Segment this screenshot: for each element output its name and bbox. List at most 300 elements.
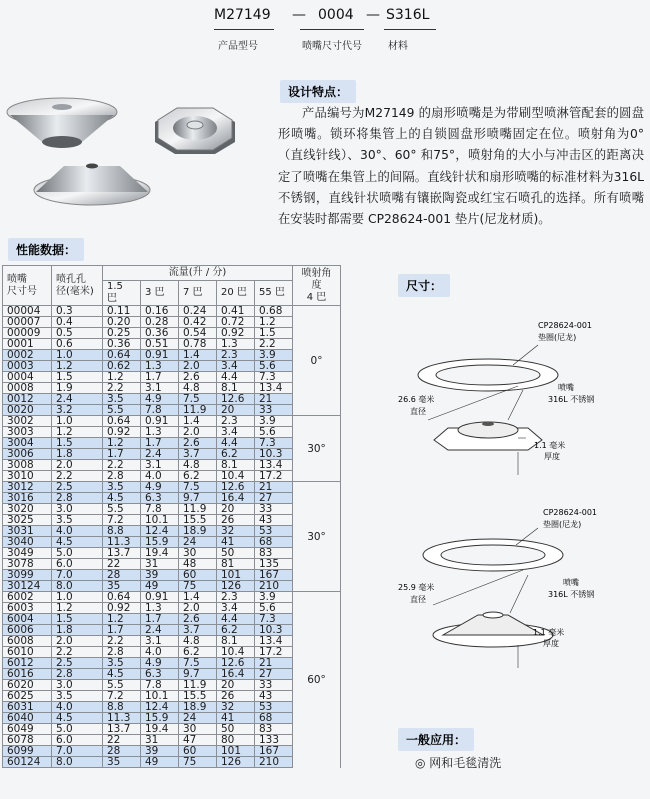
nozzle-photo-1: [7, 98, 117, 148]
orifice-cell: 3.5: [52, 691, 103, 702]
size-cell: 3016: [3, 493, 52, 504]
table-row: [3, 394, 341, 405]
table-row: [3, 559, 341, 570]
flow-cell: 39: [141, 570, 179, 581]
table-row: [3, 427, 341, 438]
size-cell: 60124: [3, 757, 52, 768]
flow-cell: 11.9: [179, 504, 217, 515]
flow-cell: 24: [179, 537, 217, 548]
table-row: [3, 526, 341, 537]
size-cell: 6078: [3, 735, 52, 746]
col-orifice-header: 喷孔孔 径(毫米): [52, 266, 103, 306]
application-heading: 一般应用：: [398, 728, 474, 751]
flow-cell: 3.9: [255, 592, 293, 603]
size-cell: 0002: [3, 350, 52, 361]
table-row: [3, 482, 341, 493]
flow-cell: 27: [255, 669, 293, 680]
flow-cell: 60: [179, 746, 217, 757]
flow-cell: 1.2: [103, 614, 141, 625]
flow-cell: 11.3: [103, 537, 141, 548]
flow-cell: 1.2: [255, 317, 293, 328]
pressure-header: 7 巴: [179, 281, 217, 306]
orifice-cell: 3.2: [52, 405, 103, 416]
flow-cell: 3.5: [103, 394, 141, 405]
flow-cell: 75: [179, 757, 217, 768]
flow-cell: 0.20: [103, 317, 141, 328]
orifice-cell: 1.2: [52, 361, 103, 372]
flow-cell: 10.3: [255, 449, 293, 460]
flow-cell: 1.5: [255, 328, 293, 339]
flow-cell: 22: [103, 735, 141, 746]
flow-cell: 2.0: [179, 603, 217, 614]
flow-cell: 12.6: [217, 658, 255, 669]
dash-1: —: [292, 7, 306, 23]
flow-cell: 0.92: [217, 328, 255, 339]
flow-cell: 3.1: [141, 460, 179, 471]
bottom-thickness-value: 1.1 毫米: [533, 628, 565, 637]
flow-cell: 13.7: [103, 548, 141, 559]
orifice-cell: 1.8: [52, 449, 103, 460]
flow-cell: 30: [179, 548, 217, 559]
orifice-cell: 4.5: [52, 713, 103, 724]
orifice-cell: 4.5: [52, 537, 103, 548]
flow-cell: 21: [255, 482, 293, 493]
flow-cell: 0.36: [141, 328, 179, 339]
orifice-cell: 2.2: [52, 471, 103, 482]
flow-cell: 4.8: [179, 460, 217, 471]
col-angle-header: 喷射角度 4 巴: [293, 266, 341, 306]
flow-cell: 3.5: [103, 658, 141, 669]
flow-cell: 13.4: [255, 460, 293, 471]
orifice-cell: 1.0: [52, 416, 103, 427]
table-row: [3, 471, 341, 482]
flow-cell: 4.9: [141, 658, 179, 669]
flow-cell: 210: [255, 757, 293, 768]
flow-cell: 15.9: [141, 537, 179, 548]
flow-cell: 2.6: [179, 438, 217, 449]
flow-cell: 31: [141, 559, 179, 570]
flow-cell: 21: [255, 658, 293, 669]
size-cell: 3078: [3, 559, 52, 570]
flow-cell: 8.8: [103, 526, 141, 537]
flow-cell: 3.7: [179, 625, 217, 636]
flow-cell: 5.6: [255, 427, 293, 438]
flow-cell: 50: [217, 548, 255, 559]
flow-cell: 11.3: [103, 713, 141, 724]
flow-cell: 1.3: [141, 603, 179, 614]
top-gasket-code: CP28624-001: [538, 321, 593, 330]
size-cell: 30124: [3, 581, 52, 592]
flow-cell: 167: [255, 746, 293, 757]
flow-cell: 41: [217, 537, 255, 548]
flow-cell: 35: [103, 581, 141, 592]
assembly-diagram-1: [418, 345, 558, 475]
flow-cell: 8.1: [217, 460, 255, 471]
orifice-cell: 6.0: [52, 559, 103, 570]
top-thickness-value: 1.1 毫米: [534, 441, 566, 450]
pressure-header: 1.5 巴: [103, 281, 141, 306]
flow-cell: 17.2: [255, 471, 293, 482]
assembly-diagram-2: [423, 528, 563, 668]
size-cell: 3040: [3, 537, 52, 548]
flow-cell: 2.3: [217, 416, 255, 427]
orifice-cell: 2.2: [52, 647, 103, 658]
flow-cell: 2.2: [103, 636, 141, 647]
table-row: [3, 460, 341, 471]
flow-cell: 4.9: [141, 394, 179, 405]
flow-cell: 16.4: [217, 493, 255, 504]
flow-cell: 53: [255, 702, 293, 713]
pressure-header: 20 巴: [217, 281, 255, 306]
flow-cell: 15.5: [179, 515, 217, 526]
flow-cell: 48: [179, 559, 217, 570]
flow-cell: 75: [179, 581, 217, 592]
flow-cell: 3.1: [141, 636, 179, 647]
flow-cell: 4.9: [141, 482, 179, 493]
size-cell: 6016: [3, 669, 52, 680]
flow-cell: 10.3: [255, 625, 293, 636]
flow-cell: 3.4: [217, 603, 255, 614]
flow-cell: 15.9: [141, 713, 179, 724]
flow-cell: 19.4: [141, 548, 179, 559]
flow-cell: 20: [217, 680, 255, 691]
flow-cell: 7.2: [103, 691, 141, 702]
flow-cell: 22: [103, 559, 141, 570]
flow-cell: 68: [255, 713, 293, 724]
flow-cell: 0.42: [179, 317, 217, 328]
flow-cell: 13.4: [255, 636, 293, 647]
flow-cell: 80: [217, 735, 255, 746]
flow-cell: 83: [255, 724, 293, 735]
flow-cell: 12.4: [141, 526, 179, 537]
flow-cell: 8.1: [217, 636, 255, 647]
orifice-cell: 0.3: [52, 306, 103, 317]
flow-cell: 6.2: [179, 471, 217, 482]
flow-cell: 33: [255, 680, 293, 691]
flow-cell: 3.9: [255, 416, 293, 427]
flow-cell: 4.4: [217, 372, 255, 383]
flow-cell: 20: [217, 405, 255, 416]
flow-cell: 1.7: [141, 614, 179, 625]
material-code-underline: [384, 29, 436, 30]
flow-cell: 17.2: [255, 647, 293, 658]
flow-cell: 3.5: [103, 482, 141, 493]
flow-cell: 4.4: [217, 614, 255, 625]
table-row: [3, 493, 341, 504]
flow-cell: 4.4: [217, 438, 255, 449]
orifice-cell: 4.0: [52, 702, 103, 713]
flow-cell: 13.7: [103, 724, 141, 735]
flow-cell: 13.4: [255, 383, 293, 394]
orifice-cell: 1.2: [52, 603, 103, 614]
table-row: [3, 680, 341, 691]
orifice-cell: 4.0: [52, 526, 103, 537]
flow-cell: 0.91: [141, 416, 179, 427]
flow-cell: 2.4: [141, 625, 179, 636]
orifice-cell: 1.0: [52, 350, 103, 361]
flow-cell: 4.8: [179, 636, 217, 647]
flow-cell: 6.2: [217, 449, 255, 460]
flow-cell: 0.36: [103, 339, 141, 350]
orifice-cell: 1.0: [52, 592, 103, 603]
flow-cell: 5.5: [103, 405, 141, 416]
flow-cell: 43: [255, 515, 293, 526]
flow-cell: 7.5: [179, 394, 217, 405]
size-cell: 0001: [3, 339, 52, 350]
dimension-diagram: [398, 300, 648, 700]
flow-cell: 7.8: [141, 504, 179, 515]
size-cell: 6003: [3, 603, 52, 614]
flow-cell: 0.91: [141, 350, 179, 361]
orifice-cell: 1.8: [52, 625, 103, 636]
table-row: [3, 647, 341, 658]
bottom-diameter-value: 25.9 毫米: [398, 583, 435, 592]
nozzle-photo-3: [34, 164, 150, 206]
orifice-cell: 2.5: [52, 482, 103, 493]
flow-cell: 49: [141, 757, 179, 768]
flow-cell: 3.4: [217, 427, 255, 438]
flow-cell: 7.8: [141, 405, 179, 416]
flow-cell: 50: [217, 724, 255, 735]
table-row: [3, 735, 341, 746]
dash-2: —: [366, 7, 380, 23]
size-cell: 3004: [3, 438, 52, 449]
flow-cell: 6.3: [141, 669, 179, 680]
flow-cell: 4.5: [103, 669, 141, 680]
flow-cell: 31: [141, 735, 179, 746]
flow-cell: 2.8: [103, 471, 141, 482]
flow-cell: 6.2: [217, 625, 255, 636]
flow-cell: 12.6: [217, 482, 255, 493]
table-row: [3, 328, 341, 339]
flow-cell: 2.6: [179, 372, 217, 383]
flow-cell: 1.7: [141, 438, 179, 449]
bottom-material-label: 316L 不锈钢: [548, 590, 595, 599]
flow-cell: 12.6: [217, 394, 255, 405]
size-cell: 3010: [3, 471, 52, 482]
flow-cell: 24: [179, 713, 217, 724]
table-row: [3, 548, 341, 559]
flow-cell: 81: [217, 559, 255, 570]
size-cell: 6006: [3, 625, 52, 636]
table-row: [3, 625, 341, 636]
flow-cell: 7.3: [255, 438, 293, 449]
size-cell: 0008: [3, 383, 52, 394]
flow-cell: 33: [255, 405, 293, 416]
flow-cell: 26: [217, 691, 255, 702]
flow-cell: 1.7: [141, 372, 179, 383]
flow-cell: 7.3: [255, 372, 293, 383]
orifice-cell: 2.5: [52, 658, 103, 669]
orifice-cell: 8.0: [52, 757, 103, 768]
table-row: [3, 317, 341, 328]
size-cell: 6031: [3, 702, 52, 713]
design-heading: 设计特点：: [280, 80, 356, 103]
flow-cell: 3.4: [217, 361, 255, 372]
material-code: S316L: [386, 7, 430, 23]
table-row: [3, 691, 341, 702]
flow-cell: 2.2: [103, 460, 141, 471]
pressure-header: 55 巴: [255, 281, 293, 306]
flow-cell: 0.51: [141, 339, 179, 350]
dimensions-heading: 尺寸：: [398, 274, 450, 297]
spray-angle-cell: 60°: [293, 592, 341, 768]
flow-cell: 4.0: [141, 647, 179, 658]
flow-cell: 26: [217, 515, 255, 526]
flow-cell: 15.5: [179, 691, 217, 702]
orifice-cell: 2.0: [52, 636, 103, 647]
flow-cell: 4.8: [179, 383, 217, 394]
performance-heading: 性能数据：: [8, 238, 84, 261]
flow-cell: 4.0: [141, 471, 179, 482]
bottom-diameter-label: 直径: [410, 595, 426, 604]
orifice-cell: 2.4: [52, 394, 103, 405]
flow-cell: 133: [255, 735, 293, 746]
top-diameter-value: 26.6 毫米: [398, 395, 435, 404]
table-row: [3, 339, 341, 350]
flow-cell: 7.8: [141, 680, 179, 691]
flow-cell: 10.4: [217, 647, 255, 658]
flow-cell: 0.62: [103, 361, 141, 372]
size-cell: 3031: [3, 526, 52, 537]
flow-cell: 83: [255, 548, 293, 559]
orifice-cell: 2.8: [52, 493, 103, 504]
flow-cell: 2.0: [179, 361, 217, 372]
table-row: [3, 306, 341, 317]
flow-cell: 135: [255, 559, 293, 570]
orifice-cell: 1.9: [52, 383, 103, 394]
flow-cell: 1.3: [141, 427, 179, 438]
size-cell: 3049: [3, 548, 52, 559]
flow-cell: 1.7: [103, 625, 141, 636]
flow-cell: 32: [217, 702, 255, 713]
orifice-cell: 0.5: [52, 328, 103, 339]
size-cell: 6025: [3, 691, 52, 702]
flow-cell: 2.8: [103, 647, 141, 658]
table-row: [3, 504, 341, 515]
flow-cell: 126: [217, 757, 255, 768]
flow-cell: 7.5: [179, 482, 217, 493]
size-cell: 00007: [3, 317, 52, 328]
size-cell: 0020: [3, 405, 52, 416]
flow-cell: 1.4: [179, 592, 217, 603]
table-row: [3, 581, 341, 592]
flow-cell: 4.5: [103, 493, 141, 504]
orifice-cell: 3.5: [52, 515, 103, 526]
flow-cell: 33: [255, 504, 293, 515]
flow-cell: 0.92: [103, 603, 141, 614]
col-flow-header: 流量(升 / 分): [103, 266, 293, 281]
table-row: [3, 713, 341, 724]
table-row: [3, 702, 341, 713]
flow-cell: 10.4: [217, 471, 255, 482]
flow-cell: 12.4: [141, 702, 179, 713]
flow-cell: 43: [255, 691, 293, 702]
flow-cell: 35: [103, 757, 141, 768]
material-code-caption: 材料: [388, 41, 408, 52]
spray-angle-cell: 30°: [293, 482, 341, 592]
bottom-nozzle-label: 喷嘴: [563, 578, 579, 587]
flow-cell: 10.1: [141, 515, 179, 526]
flow-cell: 0.25: [103, 328, 141, 339]
flow-cell: 6.2: [179, 647, 217, 658]
flow-cell: 7.3: [255, 614, 293, 625]
flow-cell: 0.92: [103, 427, 141, 438]
size-cell: 3020: [3, 504, 52, 515]
flow-cell: 126: [217, 581, 255, 592]
flow-cell: 68: [255, 537, 293, 548]
table-row: [3, 449, 341, 460]
flow-cell: 1.2: [103, 372, 141, 383]
size-code-underline: [300, 29, 364, 30]
performance-table: [2, 265, 341, 768]
product-photo: [0, 80, 268, 230]
flow-cell: 0.72: [217, 317, 255, 328]
size-cell: 3003: [3, 427, 52, 438]
flow-cell: 49: [141, 581, 179, 592]
orifice-cell: 5.0: [52, 548, 103, 559]
pressure-header: 3 巴: [141, 281, 179, 306]
size-cell: 0012: [3, 394, 52, 405]
model-code-underline: [214, 29, 274, 30]
table-row: [3, 515, 341, 526]
flow-cell: 1.4: [179, 416, 217, 427]
top-gasket-note: 垫圈(尼龙): [538, 333, 577, 342]
application-item: ◎ 网和毛毯清洗: [415, 756, 502, 770]
flow-cell: 0.11: [103, 306, 141, 317]
model-code-line: [0, 7, 650, 52]
size-cell: 6040: [3, 713, 52, 724]
flow-cell: 8.1: [217, 383, 255, 394]
size-cell: 6008: [3, 636, 52, 647]
flow-cell: 0.64: [103, 350, 141, 361]
orifice-cell: 7.0: [52, 746, 103, 757]
table-row: [3, 405, 341, 416]
spray-angle-cell: 30°: [293, 416, 341, 482]
flow-cell: 8.8: [103, 702, 141, 713]
flow-cell: 3.9: [255, 350, 293, 361]
flow-cell: 32: [217, 526, 255, 537]
flow-cell: 16.4: [217, 669, 255, 680]
flow-cell: 2.2: [103, 383, 141, 394]
bottom-gasket-code: CP28624-001: [543, 508, 598, 517]
flow-cell: 39: [141, 746, 179, 757]
flow-cell: 11.9: [179, 405, 217, 416]
flow-cell: 1.3: [217, 339, 255, 350]
flow-cell: 21: [255, 394, 293, 405]
flow-cell: 101: [217, 746, 255, 757]
orifice-cell: 1.5: [52, 614, 103, 625]
flow-cell: 1.4: [179, 350, 217, 361]
table-row: [3, 669, 341, 680]
flow-cell: 0.91: [141, 592, 179, 603]
table-row: [3, 614, 341, 625]
orifice-cell: 1.5: [52, 438, 103, 449]
table-row: [3, 383, 341, 394]
size-cell: 6020: [3, 680, 52, 691]
orifice-cell: 8.0: [52, 581, 103, 592]
flow-cell: 11.9: [179, 680, 217, 691]
flow-cell: 47: [179, 735, 217, 746]
flow-cell: 5.6: [255, 361, 293, 372]
model-code-caption: 产品型号: [218, 41, 258, 52]
flow-cell: 28: [103, 570, 141, 581]
flow-cell: 18.9: [179, 702, 217, 713]
flow-cell: 6.3: [141, 493, 179, 504]
size-cell: 6004: [3, 614, 52, 625]
orifice-cell: 7.0: [52, 570, 103, 581]
table-row: [3, 537, 341, 548]
